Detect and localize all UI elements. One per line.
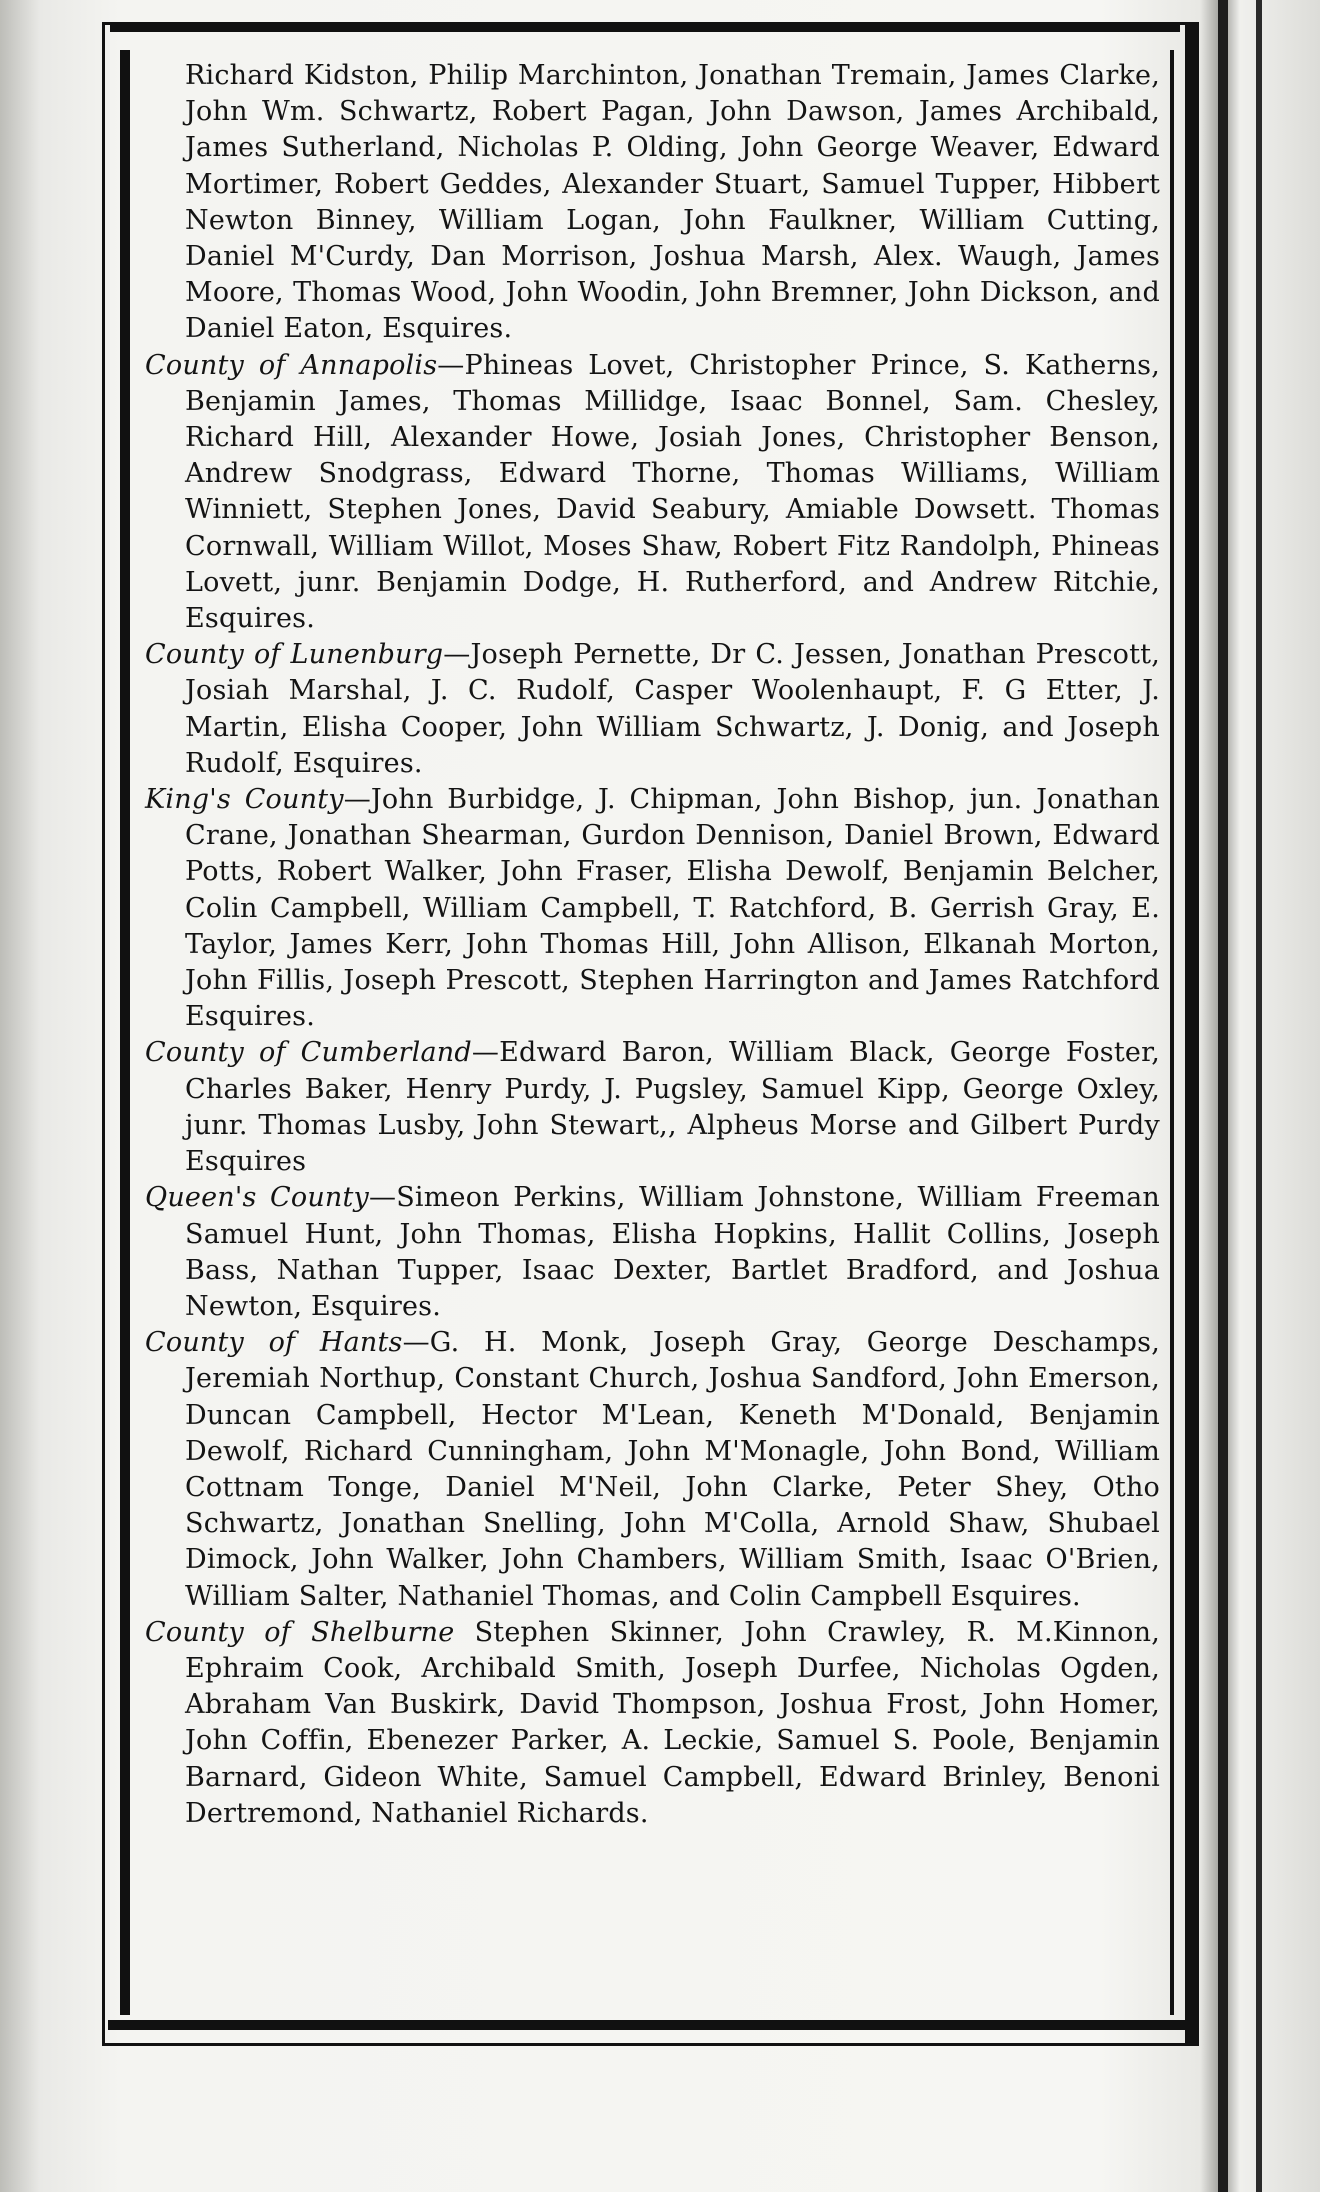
book-spine-shadow	[1218, 0, 1228, 2192]
magistrate-names: —John Burbidge, J. Chipman, John Bishop, jun. Jonathan Crane, Jonathan Shearman, Gurdon Dennison, Daniel Brown, Edward Potts, Robert Walker, John Fraser, Elisha Dewolf, Benjamin Belcher, Colin Campbell, William Campbell, T. Ratchford, B. Gerrish Gray, E. Taylor, James Kerr, John Thomas Hill, John Allison, Elkanah Morton, John Fillis, Joseph Prescott, Stephen Harrington and James Ratchford Esquires.	[185, 784, 1160, 1033]
entry-hants	[145, 1325, 1160, 1615]
magistrate-names: Stephen Skinner, John Crawley, R. M.Kinnon, Ephraim Cook, Archibald Smith, Joseph Durfee, Nicholas Ogden, Abraham Van Buskirk, David Thompson, Joshua Frost, John Homer, John Coffin, Ebenezer Parker, A. Leckie, Samuel S. Poole, Benjamin Barnard, Gideon White, Samuel Campbell, Edward Brinley, Benoni Dertremond, Nathaniel Richards.	[185, 1616, 1160, 1829]
magistrate-names: —Simeon Perkins, William Johnstone, William Freeman Samuel Hunt, John Thomas, Elisha Hopkins, Hallit Collins, Joseph Bass, Nathan Tupper, Isaac Dexter, Bartlet Bradford, and Joshua Newton, Esquires.	[185, 1182, 1161, 1322]
entry-halifax	[145, 58, 1160, 348]
magistrate-names: —Phineas Lovet, Christopher Prince, S. Katherns, Benjamin James, Thomas Millidge, Isaac Bonnel, Sam. Chesley, Richard Hill, Alexander Howe, Josiah Jones, Christopher Benson, Andrew Snodgrass, Edward Thorne, Thomas Williams, William Winniett, Stephen Jones, David Seabury, Amiable Dowsett. Thomas Cornwall, William Willot, Moses Shaw, Robert Fitz Randolph, Phineas Lovett, junr. Benjamin Dodge, H. Rutherford, and Andrew Ritchie, Esquires.	[185, 349, 1160, 635]
entry-cumberland	[145, 1035, 1160, 1180]
county-heading: County of Cumberland	[145, 1037, 472, 1069]
adjacent-page-edge	[1256, 0, 1262, 2192]
magistrates-list	[145, 58, 1160, 1832]
entry-lunenburg	[145, 637, 1160, 782]
entry-kings-county	[145, 782, 1160, 1035]
county-heading: County of Lunenburg	[145, 639, 444, 671]
county-heading: County of Annapolis	[145, 349, 438, 381]
magistrate-names: —Joseph Pernette, Dr C. Jessen, Jonathan Prescott, Josiah Marshal, J. C. Rudolf, Casper Woolenhaupt, F. G Etter, J. Martin, Elisha Cooper, John William Schwartz, J. Donig, and Joseph Rudolf, Esquires.	[185, 639, 1160, 779]
magistrate-names: Richard Kidston, Philip Marchinton, Jonathan Tremain, James Clarke, John Wm. Schwartz, Robert Pagan, John Dawson, James Archibald, James Sutherland, Nicholas P. Olding, John George Weaver, Edward Mortimer, Robert Geddes, Alexander Stuart, Samuel Tupper, Hibbert Newton Binney, William Logan, John Faulkner, William Cutting, Daniel M'Curdy, Dan Morrison, Joshua Marsh, Alex. Waugh, James Moore, Thomas Wood, John Woodin, John Bremner, John Dickson, and Daniel Eaton, Esquires.	[185, 60, 1160, 345]
bottom-border-rule	[108, 2020, 1188, 2030]
magistrate-names: —Edward Baron, William Black, George Foster, Charles Baker, Henry Purdy, J. Pugsley, Samuel Kipp, George Oxley, junr. Thomas Lusby, John Stewart,, Alpheus Morse and Gilbert Purdy Esquires	[185, 1037, 1160, 1178]
entry-annapolis	[145, 348, 1160, 638]
county-heading: Queen's County	[145, 1182, 370, 1214]
magistrate-names: —G. H. Monk, Joseph Gray, George Deschamps, Jeremiah Northup, Constant Church, Joshua Sandford, John Emerson, Duncan Campbell, Hector M'Lean, Keneth M'Donald, Benjamin Dewolf, Richard Cunningham, John M'Monagle, John Bond, William Cottnam Tonge, Daniel M'Neil, John Clarke, Peter Shey, Otho Schwartz, Jonathan Snelling, John M'Colla, Arnold Shaw, Shubael Dimock, John Walker, John Chambers, William Smith, Isaac O'Brien, William Salter, Nathaniel Thomas, and Colin Campbell Esquires.	[185, 1327, 1160, 1612]
county-heading: County of Hants	[145, 1327, 403, 1359]
entry-queens-county	[145, 1180, 1160, 1325]
county-heading: County of Shelburne	[145, 1616, 455, 1648]
entry-shelburne	[145, 1615, 1160, 1832]
county-heading: King's County	[145, 784, 344, 816]
